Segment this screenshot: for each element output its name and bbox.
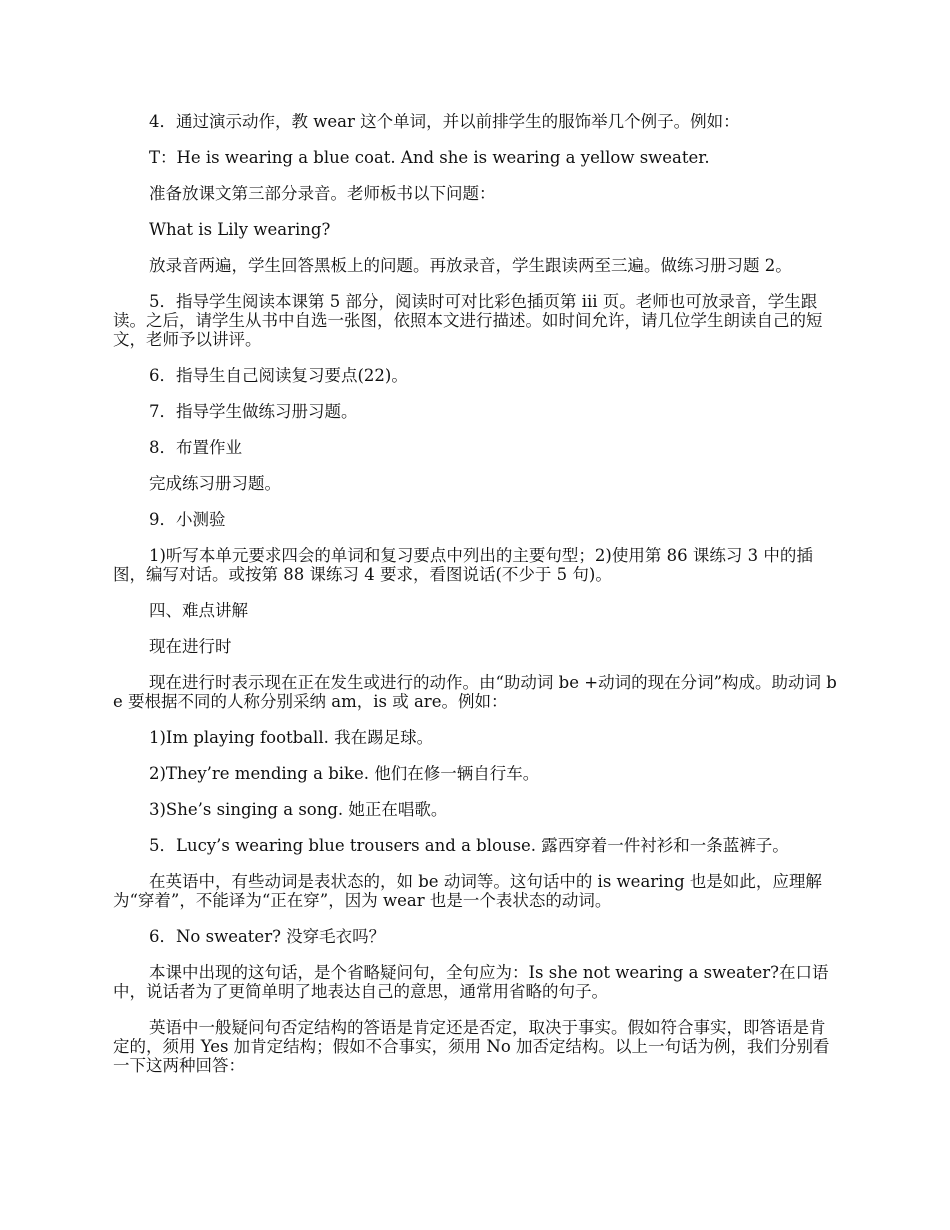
paragraph-12: 1)听写本单元要求四会的单词和复习要点中列出的主要句型；2)使用第 86 课练习 3 中的插图，编写对话。或按第 88 课练习 4 要求，看图说话(不少于 5 句)。 — [113, 546, 813, 584]
document-body — [113, 112, 840, 1092]
paragraph-10: 完成练习册习题。 — [149, 474, 281, 493]
paragraph-22: 本课中出现的这句话，是个省略疑问句，全句应为：Is she not wearing a sweater?在口语中，说话者为了更简单明了地表达自己的意思，通常用省略的句子。 — [113, 963, 829, 1001]
paragraph-8: 7．指导学生做练习册习题。 — [149, 402, 358, 421]
paragraph-18: 3)She’s singing a song. 她正在唱歌。 — [149, 800, 448, 819]
paragraph-6: 5．指导学生阅读本课第 5 部分，阅读时可对比彩色插页第 iii 页。老师也可放录音，学生跟读。之后，请学生从书中自选一张图，依照本文进行描述。如时间允许，请几位学生朗读自己的短文，老师予以讲评。 — [113, 292, 823, 349]
paragraph-2: T：He is wearing a blue coat. And she is wearing a yellow sweater. — [149, 148, 710, 167]
paragraph-5: 放录音两遍，学生回答黑板上的问题。再放录音，学生跟读两至三遍。做练习册习题 2。 — [149, 256, 792, 275]
paragraph-20: 在英语中，有些动词是表状态的，如 be 动词等。这句话中的 is wearing 也是如此，应理解为“穿着”，不能译为“正在穿”，因为 wear 也是一个表状态的动词。 — [113, 872, 822, 910]
paragraph-15: 现在进行时表示现在正在发生或进行的动作。由“助动词 be +动词的现在分词”构成。助动词 be 要根据不同的人称分别采纳 am，is 或 are。例如： — [113, 673, 837, 711]
paragraph-11: 9．小测验 — [149, 510, 226, 529]
paragraph-19: 5．Lucy’s wearing blue trousers and a blouse. 露西穿着一件衬衫和一条蓝裤子。 — [149, 836, 789, 855]
paragraph-23: 英语中一般疑问句否定结构的答语是肯定还是否定，取决于事实。假如符合事实，即答语是肯定的，须用 Yes 加肯定结构；假如不合事实，须用 No 加否定结构。以上一句话为例，我们分别看一下这两种回答： — [113, 1018, 830, 1075]
paragraph-4: What is Lily wearing? — [149, 220, 331, 239]
paragraph-7: 6．指导生自己阅读复习要点(22)。 — [149, 366, 408, 385]
paragraph-21: 6．No sweater? 没穿毛衣吗？ — [149, 927, 386, 946]
paragraph-3: 准备放课文第三部分录音。老师板书以下问题： — [149, 184, 496, 203]
paragraph-9: 8．布置作业 — [149, 438, 242, 457]
paragraph-16: 1)Im playing football. 我在踢足球。 — [149, 728, 434, 747]
paragraph-17: 2)They’re mending a bike. 他们在修一辆自行车。 — [149, 764, 540, 783]
paragraph-14: 现在进行时 — [149, 637, 232, 656]
paragraph-1: 4．通过演示动作，教 wear 这个单词，并以前排学生的服饰举几个例子。例如： — [149, 112, 740, 131]
paragraph-13: 四、难点讲解 — [149, 601, 248, 620]
